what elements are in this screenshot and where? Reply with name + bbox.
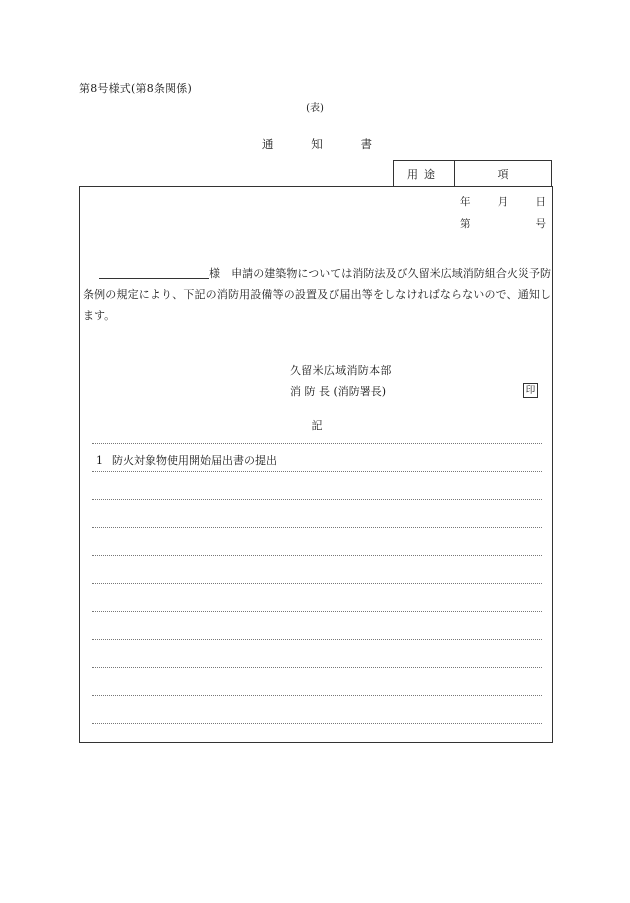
date-month: 月 — [497, 196, 509, 208]
usage-box — [393, 160, 552, 186]
date-day: 日 — [535, 196, 546, 208]
notice-body-box — [79, 186, 553, 743]
item-text: 防火対象物使用開始届出書の提出 — [112, 454, 277, 467]
side-label: (表) — [306, 103, 324, 114]
issuer-title: 消 防 長 (消防署長) — [290, 385, 387, 398]
form-number: 第8号様式(第8条関係) — [79, 82, 192, 95]
addressee-suffix: 様 — [209, 267, 221, 280]
date-line — [460, 194, 546, 209]
list-item[interactable] — [92, 555, 542, 583]
seal-mark: 印 — [523, 383, 538, 398]
notice-text — [83, 263, 551, 326]
number-prefix: 第 — [460, 218, 471, 230]
title-char-1: 通 — [262, 137, 274, 151]
list-item[interactable] — [92, 527, 542, 555]
list-item[interactable] — [92, 499, 542, 527]
title-char-2: 知 — [311, 137, 323, 151]
list-item[interactable] — [92, 471, 542, 499]
item-number: 1 — [96, 454, 103, 467]
number-suffix: 号 — [535, 218, 546, 230]
date-year: 年 — [460, 196, 471, 208]
title-char-3: 書 — [360, 137, 372, 151]
usage-item[interactable]: 項 — [497, 167, 509, 181]
list-item-end-rule — [92, 723, 542, 724]
list-item[interactable] — [92, 639, 542, 667]
list-item[interactable] — [92, 611, 542, 639]
notice-body: 申請の建築物については消防法及び久留米広域消防組合火災予防条例の規定により、下記の消防用設備等の設置及び届出等をしなければならないので、通知します。 — [83, 267, 552, 322]
list-item[interactable] — [92, 583, 542, 611]
usage-label: 用途 — [394, 161, 455, 186]
addressee-blank[interactable] — [99, 265, 209, 279]
list-item[interactable] — [92, 667, 542, 695]
document-number-line — [460, 216, 546, 231]
document-title — [262, 136, 372, 152]
record-label: 記 — [311, 419, 323, 432]
item-list — [92, 443, 542, 724]
issuer-org: 久留米広域消防本部 — [290, 364, 392, 377]
list-item[interactable] — [92, 443, 542, 471]
list-item[interactable] — [92, 695, 542, 723]
